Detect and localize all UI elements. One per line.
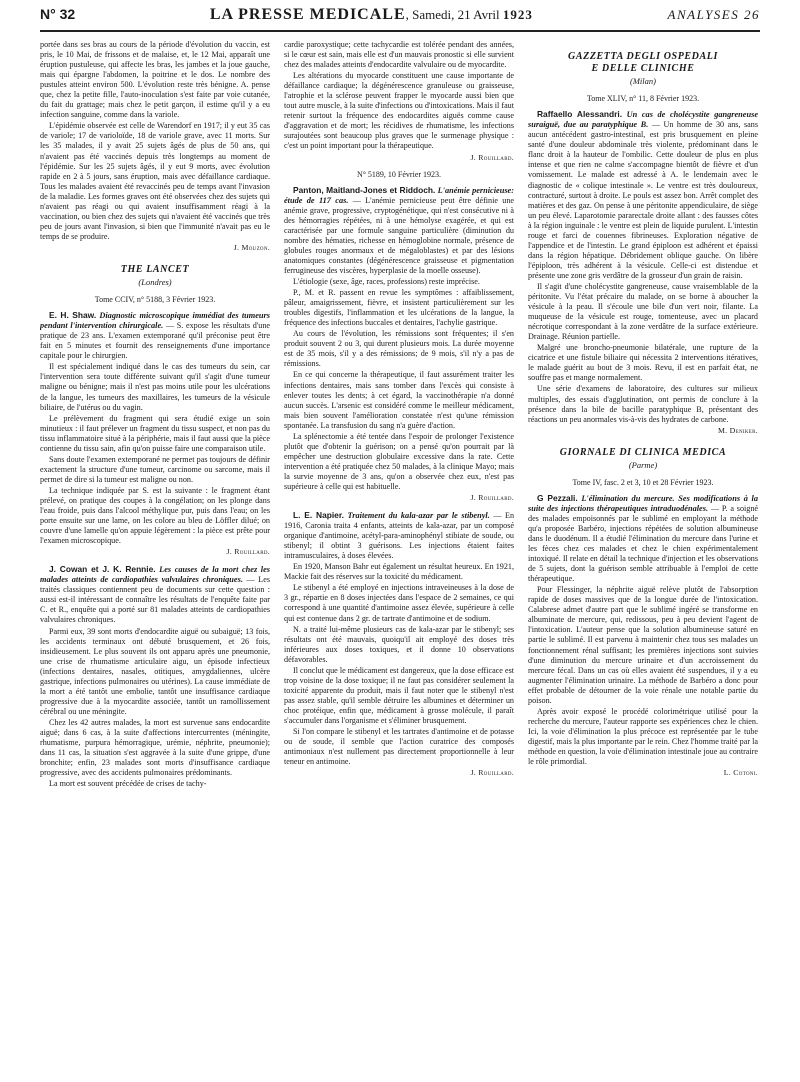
paragraph: En 1920, Manson Bahr eut également un résultat heureux. En 1921, Mackie fait des réserves sur la toxicité du médicament.: [284, 562, 514, 582]
journal-place: (Londres): [138, 277, 172, 288]
paragraph: Si l'on compare le stibenyl et les tartrates d'antimoine et de potasse ou de soude, il semble que l'action curatrice des composés antimoniaux n'est nullement pas directement proportionnelle à leur teneur en antimoine.: [284, 727, 514, 767]
journal-title-line-2: E DELLE CLINICHE: [591, 63, 695, 75]
article-author: G Pezzali.: [537, 492, 578, 503]
signature: J. Rouillard.: [470, 493, 514, 503]
column-1: [40, 40, 270, 1076]
section-label: [668, 7, 760, 23]
paragraph: Malgré une broncho-pneumonie bilatérale, une rupture de la cicatrice et une fistule biliaire qui nécessita 2 interventions itératives, le malade guérit au bout de 3 mois. Revu, il est en parfait état, ne souffre pas et mange normalement.: [528, 343, 758, 383]
paragraph: portée dans ses bras au cours de la période d'évolution du vaccin, est pris, le 10 Mai, de frissons et de malaise, et, le 12 Mai, apparaît une éruption pustuleuse, qui affecte les bras, les jambes et la joue gauche, mais qui épargne l'abdomen, la poitrine et le dos. Le nombre des pustules atteint environ 500. L'évolution reste très bénigne. A. pense que, chez la petite fille, l'auto-inoculation s'est faite par voie cutanée, du fait du grattage; mais chez le petit garçon, il estime qu'il y a eu infection sanguine, comme dans la variole.: [40, 40, 270, 120]
article-title: L'élimination du mercure. Ses modifications à la suite des injections thérapeutiques intraduodénales.: [528, 493, 758, 513]
page-folio: 26: [744, 7, 760, 22]
paragraph: P., M. et R. passent en revue les symptômes : affaiblissement, pâleur, amaigrissement, fièvre, et insistent particulièrement sur les troubles digestifs, l'inflammation et les ulcérations de la langue, la fréquence des infections buccales et dentaires, l'achylie gastrique.: [284, 288, 514, 328]
paragraph: La splénectomie a été tentée dans l'espoir de prolonger l'existence plutôt que d'obtenir la guérison; on a pensé qu'on pourrait par là empêcher une destruction globulaire excessive dans la rate. Cette intervention a été pratiquée chez 50 malades, à la clinique Mayo; mais la survie moyenne de 3 ans, qu'on a observée chez eux, n'est pas supérieure à celle qui est habituelle.: [284, 431, 514, 491]
paragraph: Chez les 42 autres malades, la mort est survenue sans endocardite aiguë; dans 6 cas, à la suite d'affections intercurrentes (méningite, rhumatisme, purpura hémorragique, urémie, néphrite, pneumonie); dans 11 cas, la situation s'est aggravée à la suite d'une grippe, d'une bronchite; enfin, 23 malades sont morts d'insuffisance cardiaque progressive, avec des accidents pulmonaires prédominants.: [40, 717, 270, 778]
journal-name: LA PRESSE MEDICALE: [209, 6, 406, 23]
column-2: [284, 40, 514, 1076]
journal-title: THE LANCET: [120, 263, 190, 275]
signature: J. Mouzon.: [233, 242, 270, 252]
article-lead: Panton, Maitland-Jones et Riddoch. L'anémie pernicieuse: étude de 117 cas. — L'anémie pernicieuse peut être définie une anémie grave, progressive, cryptogénétique, qui n'est consécutive ni à des hémorragies répétées, ni à une hémolyse exagérée, et qui est caractérisée par une formule sanguine particulière (diminution du nombre des hématies, richesse en hémoglobine normale, présence de globules rouges anormaux et de mégaloblastes) et par des lésions anatomiques constantes (dégénérescence graisseuse et pigmentation ferrugineuse des viscères, hyperplasie de la moelle osseuse).: [284, 184, 514, 275]
text-columns: [40, 40, 760, 1076]
issue-date: , Samedi, 21 Avril: [405, 7, 503, 22]
issue-line: Tome IV, fasc. 2 et 3, 10 et 28 Février 1923.: [572, 477, 714, 487]
article-lead: G Pezzali. L'élimination du mercure. Ses modifications à la suite des injections thérapeutiques intraduodénales. — P. a soigné des malades empoisonnés par le sublimé en employant la méthode qu'a proposée Barbéro, injections répétées de solution albumineuse dans le duodénum. Il a étudié l'élimination du mercure dans l'urine et les fèces chez ces malades et chez le chien expérimentalement intoxiqué. Il relate en détail la technique d'injection et les observations de 5 sujets, dont la guérison semble attribuable à l'emploi de cette thérapeutique.: [528, 492, 758, 584]
paragraph: Il conclut que le médicament est dangereux, que la dose efficace est trop voisine de la dose toxique; il ne faut pas considérer seulement la toxicité apparente du produit, mais il faut noter que le stibenyl n'est pas assez stable, qu'il semble détruire les albumines et déterminer un choc protéique, enfin que, médicament à grosse molécule, il paraît s'accumuler dans l'organisme et s'éliminer brusquement.: [284, 665, 514, 725]
paragraph: N. a traité lui-même plusieurs cas de kala-azar par le stibenyl; ses résultats ont été mauvais, quoiqu'il ait employé des doses très inférieures aux doses toxiques, et il donne 10 observations défavorables.: [284, 624, 514, 664]
journal-place: (Milan): [630, 76, 656, 87]
article-lead: J. Cowan et J. K. Rennie. Les causes de la mort chez les malades atteints de cardiopathies valvulaires chroniques. — Les traités classiques contiennent peu de documents sur cette question : aussi est-il intéressant de connaître les résultats de l'enquête faite par C. et R., enquête qui a porté sur 81 malades atteints de cardiopathies valvulaires chroniques.: [40, 564, 270, 625]
issue-year: 1923: [502, 7, 533, 22]
paragraph: Les altérations du myocarde constituent une cause importante de défaillance cardiaque; la dégénérescence granuleuse ou graisseuse, l'atrophie et la sclérose peuvent frapper le myocarde aussi bien que tout autre muscle, à la suite d'infections ou d'intoxications. Mais il faut retenir surtout la fréquence des endocardites aiguës comme cause d'aggravation et de mort; les récidives de rhumatisme, les infections surajoutées sont beaucoup plus graves que le surmenage physique : c'est un point important pour la thérapeutique.: [284, 71, 514, 151]
journal-title: GIORNALE DI CLINICA MEDICA: [559, 446, 727, 458]
paragraph: Il est spécialement indiqué dans le cas des tumeurs du sein, car l'intervention sera toute différente suivant qu'il s'agit d'une tumeur maligne ou bénigne; mais il n'est pas moins utile pour les ulcérations de la langue, les tumeurs des maxillaires, les tumeurs de la vésicule biliaire, de l'utérus ou du vagin.: [40, 362, 270, 412]
article-author: E. H. Shaw.: [49, 310, 97, 321]
article-author: Panton, Maitland-Jones et Riddoch.: [293, 184, 436, 195]
page-number: N° 32: [40, 6, 76, 22]
issue-line: Tome CCIV, n° 5188, 3 Février 1923.: [94, 295, 216, 305]
journal-place: (Parme): [628, 459, 658, 470]
paragraph: cardie paroxystique; cette tachycardie est tolérée pendant des années, si le cœur est sain, mais elle est d'un mauvais pronostic si elle survient chez des malades atteints d'endocardite valvulaire ou de myocardite.: [284, 40, 514, 70]
article-lead: E. H. Shaw. Diagnostic microscopique immédiat des tumeurs pendant l'intervention chirurgicale. — S. expose les résultats d'une pratique de 23 ans. L'examen extemporané qu'il préconise peut être fait en 5 minutes et fournit des renseignements d'une importance capitale pour le chirurgien.: [40, 310, 270, 361]
article-title: Diagnostic microscopique immédiat des tumeurs pendant l'intervention chirurgicale.: [40, 311, 270, 331]
article-lead: L. E. Napier. Traitement du kala-azar par le stibenyl. — En 1916, Caronia traita 4 enfants, atteints de kala-azar, par un composé organique d'antimoine, acétyl-para-aminophényl stibiate de soude, ou stibenyl; il obtint 3 guérisons. Les injections étaient faites intramusculaires, à doses élevées.: [284, 510, 514, 561]
paragraph: Parmi eux, 39 sont morts d'endocardite aiguë ou subaiguë; 13 fois, les accidents terminaux ont débuté brusquement, et 26 fois, insidieusement. Le plus souvent ils ont apparu après une pneumonie, une crise de rhumatisme articulaire aigu, un épisode infectieux (infections dentaires, nasales, otitiques, amygdaliennes, ulcère gastrique, infections pulmonaires ou utérines). La cause immédiate de la mort a été tantôt une embolie, tantôt une insuffisance cardiaque progressive due à la myocardite associée, tantôt un ramollissement cérébral ou une méningite.: [40, 626, 270, 716]
paragraph: En ce qui concerne la thérapeutique, il faut assurément traiter les infections dentaires, mais sans tomber dans l'excès qui consiste à enlever toutes les dents; à cet égard, la vaccinothérapie n'a donné aucun succès. L'arsenic est considéré comme le meilleur médicament, mais bien souvent l'amélioration constatée n'est qu'une rémission spontanée. La transfusion du sang n'a guère d'action.: [284, 370, 514, 430]
issue-line: Tome XLIV, n° 11, 8 Février 1923.: [586, 94, 700, 104]
journal-title: GAZZETTA DEGLI OSPEDALI: [568, 51, 718, 62]
article-author: Raffaello Alessandri.: [537, 109, 623, 120]
journal-masthead: [210, 6, 533, 24]
paragraph: L'étiologie (sexe, âge, races, professions) reste imprécise.: [293, 277, 480, 287]
paragraph: Au cours de l'évolution, les rémissions sont fréquentes; il s'en produit souvent 2 ou 3, qui durent plusieurs mois. La durée moyenne est de 35 mois, s'il y a des rémissions; de 9 mois, s'il n'y a pas de rémissions.: [284, 329, 514, 369]
article-title: L'anémie pernicieuse: étude de 117 cas.: [284, 185, 514, 205]
signature: M. Deniker.: [717, 425, 758, 435]
article-author: J. Cowan et J. K. Rennie.: [49, 564, 156, 575]
paragraph: Le stibenyl a été employé en injections intraveineuses à la dose de 3 gr., répartie en 8 doses injectées dans l'espace de 2 semaines, ce qui correspond à une quantité d'antimoine assez élevée, supérieure à celle qui est contenue dans 2 gr. de tartrate d'antimoine et de sodium.: [284, 583, 514, 623]
signature: J. Rouillard.: [226, 547, 270, 557]
article-title: Traitement du kala-azar par le stibenyl.: [347, 511, 490, 521]
article-title: Un cas de cholécystite gangreneuse suraiguë, due au paratyphique B.: [528, 110, 758, 130]
signature: L. Cotoni.: [723, 768, 758, 778]
issue-line: N° 5189, 10 Février 1923.: [356, 169, 442, 179]
paragraph: Pour Flessinger, la néphrite aiguë relève plutôt de l'absorption rapide de doses massives que de la longue durée de l'intoxication. Calabrese admet d'autre part que le sublimé ingéré se transforme en albuminate de mercure, qui, redissous, peu à peu devient l'agent de l'intoxication. L'auteur pense que la solution albumineuse saturé en partie le sublimé. Il est parvenu à maintenir chez tous ses malades un fonctionnement rénal suffisant; les premières injections sont suivies d'une diminution du mercure urinaire et d'un accroissement du mercure fécal. Dans un cas où elles avaient été suspendues, il y a eu augmenter l'élimination urinaire. La méthode de Barbéro a donc pour effet probable de détourner de la voie rénale une notable partie du poison.: [528, 585, 758, 705]
paragraph: Le prélèvement du fragment qui sera étudié exige un soin minutieux : il faut prélever un fragment du tissu suspect, et non pas du tissu inflammatoire situé à la périphérie, mais il faut aussi que la pièce contienne du tissu sain, afin qu'on puisse faire une comparaison utile.: [40, 413, 270, 453]
paragraph: Après avoir exposé le procédé colorimétrique utilisé pour la recherche du mercure, l'auteur rapporte ses expériences chez le chien. Ici, la voie d'élimination la plus précoce est représentée par le tube digestif, mais la plus importante par le rein. Chez l'homme traité par la méthode en question, la voie d'élimination intestinale joue au contraire le rôle primordial.: [528, 706, 758, 767]
article-lead: Raffaello Alessandri. Un cas de cholécystite gangreneuse suraiguë, due au paratyphique B. — Un homme de 30 ans, sans aucun antécédent gastro-intestinal, est pris brusquement en pleine santé d'une douleur abdominale très violente, prédominant dans le flanc droit à la hauteur de l'ombilic. Cette douleur de plus en plus intense et que rien ne calme s'accompagne bientôt de fièvre et d'un vomissement. Le malade est adressé à A. le lendemain avec le diagnostic de « colique intestinale ». Le ventre est très douloureux, contracturé, surtout à droite. Le pouls est assez bon. Arrêt complet des matières et des gaz. On pense à une péritonite appendiculaire, de siège un peu élevé. Laparotomie pararectale droite allant : des fausses côtes à la région inguinale : le ventre est plein de liquide purulent. L'intestin rouge et farci de couennes fibrineuses. Exploration négative de l'appendice et de l'intestin. Le grand épiploon est adhérent et épaissi dans la région hépatique. Débridement oblique gauche. On libère l'épiploon, très adhérent à la vésicule. Celle-ci est distendue et présente une zone gris verdâtre de la grosseur d'un grain de raisin.: [528, 109, 758, 280]
signature: J. Rouillard.: [470, 152, 514, 162]
paragraph: Une série d'examens de laboratoire, des cultures sur milieux multiples, des essais d'agglutination, ont permis de conclure à la présence dans la bile de bacille paratyphique B, présentant des réactions un peu anormales vis-à-vis des hydrates de carbone.: [528, 384, 758, 424]
column-3: [528, 40, 758, 1076]
section-name: ANALYSES: [667, 7, 740, 22]
signature: J. Rouillard.: [470, 768, 514, 778]
paragraph: La mort est souvent précédée de crises de tachy-: [49, 779, 207, 789]
paragraph: L'épidémie observée est celle de Warendorf en 1917; il y eut 35 cas de variole; 17 de varioloïde, 18 de variole grave, avec 11 morts. Sur les 35 malades, il y avait 25 sujets âgés de plus de 50 ans, qui n'avaient pas été vaccinés depuis très longtemps au moment de l'épidémie. Sur les 25 sujets âgés, il y eut 9 morts, avec évolution rapide en 2 à 5 jours, sans éruption, mais avec défaillance cardiaque. Tous les malades avaient été revaccinés peu de temps avant l'invasion de la maladie. Les formes graves ont été observées chez des sujets qui n'avaient pas réagi ou qui avaient insuffisamment réagi à la vaccination, ou bien chez des sujets qui n'avaient été vaccinés que très peu de jours avant l'invasion, si bien que l'immunité n'avait pas eu le temps de se produire.: [40, 121, 270, 241]
article-author: L. E. Napier.: [293, 510, 344, 521]
paragraph: La technique indiquée par S. est la suivante : le fragment étant prélevé, on pratique des coupes à la congélation; on les plonge dans l'eau froide, puis dans l'alcool méthylique pur, puis dans l'eau; on les porte ensuite sur une lame, on les colore au bleu de Löffler dilué; on couvre d'une lamelle qu'on appuie légèrement : la pièce est prête pour l'examen microscopique.: [40, 485, 270, 546]
paragraph: Sans doute l'examen extemporané ne permet pas toujours de définir exactement la structure d'une tumeur, carcinome ou sarcome, mais il permet de dire si la tumeur est maligne ou non.: [40, 454, 270, 484]
paragraph: Il s'agit d'une cholécystite gangreneuse, cause vraisemblable de la péritonite. Vu l'état précaire du malade, on se borne à aboucher la vésicule à la peau. Il s'écoule une bile d'un vert noir, filante. La muqueuse de la vésicule est rouge, tomenteuse, avec un placard nécrotique correspondant à la zone verdâtre de la surface extérieure. Drainage. Réunion partielle.: [528, 281, 758, 342]
page-header: [40, 6, 760, 32]
article-title: Les causes de la mort chez les malades atteints de cardiopathies valvulaires chroniques.: [40, 565, 270, 585]
